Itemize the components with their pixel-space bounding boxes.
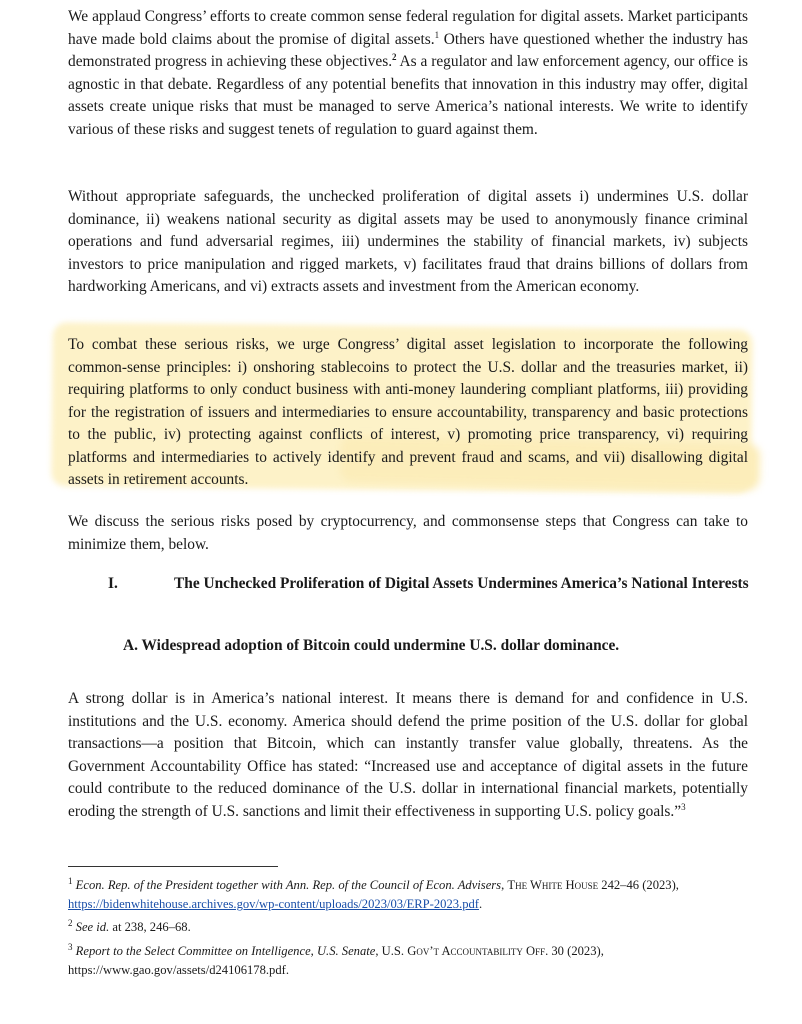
footnote-3-sep: , U.S. (375, 944, 408, 958)
intro-text-c: As a regulator and law enforcement agency, our office is agnostic in that debate. Regardless of any potential benefits that innovation in this industry may offer, digital assets create unique risks that must be managed to serve America’s national interests. We write to identify various of these risks and suggest tenets of regulation to guard against them. (68, 53, 748, 138)
footnote-1-link[interactable]: https://bidenwhitehouse.archives.gov/wp-content/uploads/2023/03/ERP-2023.pdf (68, 897, 479, 911)
footnote-1-number: 1 (68, 875, 73, 886)
footnote-2 (68, 918, 748, 937)
section-title: The Unchecked Proliferation of Digital Assets Undermines America’s National Interests (174, 575, 749, 592)
intro-text-b: Others have questioned whether the industry has demonstrated progress in achieving these objectives. (68, 30, 748, 70)
dollar-paragraph (68, 688, 748, 823)
intro-paragraph (68, 6, 748, 141)
footnote-1-end: . (479, 897, 483, 911)
footnote-3 (68, 942, 748, 980)
footnote-3-number: 3 (68, 941, 73, 952)
footnote-2-number: 2 (68, 917, 73, 928)
footnote-1: $^1$ Econ. Rep. of the President together with Ann. Rep. of the Council of Econ. Advisers, The White House 242–46 (2023), https://bidenwhitehouse.archives.gov/wp-content/uploads/2023/03/ERP-2023.pdf. (68, 875, 679, 911)
footnote-divider (68, 866, 278, 867)
footnote-1-pages: 242–46 (2023), (598, 878, 679, 892)
risks-paragraph: Without appropriate safeguards, the unchecked proliferation of digital assets i) undermines U.S. dollar dominance, ii) weakens national security as digital assets may be used to anonymously finance criminal operations and fund adversarial regimes, iii) undermines the stability of financial markets, iv) subjects investors to price manipulation and rigged markets, v) facilitates fraud that drains billions of dollars from hardworking Americans, and vi) extracts assets and investment from the American economy. (68, 188, 748, 295)
footnote-2-citation: See id. (75, 920, 110, 934)
discuss-paragraph: We discuss the serious risks posed by cryptocurrency, and commonsense steps that Congress can take to minimize them, below. (68, 513, 748, 553)
footnote-ref-1[interactable]: 1 (434, 29, 440, 40)
footnote-3-citation: Report to the Select Committee on Intelligence, U.S. Senate (75, 944, 376, 958)
dollar-text: A strong dollar is in America’s national interest. It means there is demand for and confidence in U.S. institutions and the U.S. economy. America should defend the prime position of the U.S. dollar for global transactions—a position that Bitcoin, which can instantly transfer value globally, threatens. As the Government Accountability Office has stated: “Increased use and acceptance of digital assets in the future could contribute to the reduced dominance of the U.S. dollar in international financial markets, potentially eroding the strength of U.S. sanctions and limit their effectiveness in supporting U.S. policy goals.” (68, 690, 748, 820)
subsection-heading: A. Widespread adoption of Bitcoin could undermine U.S. dollar dominance. (123, 637, 620, 654)
footnote-1-citation: Econ. Rep. of the President together with Ann. Rep. of the Council of Econ. Advisers (75, 878, 502, 892)
intro-text-a: We applaud Congress’ efforts to create common sense federal regulation for digital assets. Market participants have made bold claims about the promise of digital assets. (68, 8, 748, 48)
principles-paragraph: To combat these serious risks, we urge Congress’ digital asset legislation to incorporate the following common-sense principles: i) onshoring stablecoins to protect the U.S. dollar and the treasuries market, ii) requiring platforms to only conduct business with anti-money laundering compliant platforms, iii) providing for the registration of issuers and intermediaries to ensure accountability, transparency and basic protections to the public, iv) protecting against conflicts of interest, v) promoting price transparency, vi) requiring platforms and intermediaries to actively identify and prevent fraud and scams, and vii) disallowing digital assets in retirement accounts. (68, 336, 748, 488)
footnote-ref-2[interactable]: 2 (392, 51, 397, 62)
footnote-ref-3[interactable]: 3 (681, 801, 686, 812)
footnote-1-source: The White House (507, 878, 599, 892)
footnote-3-source: Gov’t Accountability Off. (407, 944, 549, 958)
footnote-3-rest: 30 (2023), https://www.gao.gov/assets/d24106178.pdf. (68, 944, 604, 977)
section-number: I. (108, 575, 118, 592)
footnote-2-rest: at 238, 246–68. (109, 920, 191, 934)
